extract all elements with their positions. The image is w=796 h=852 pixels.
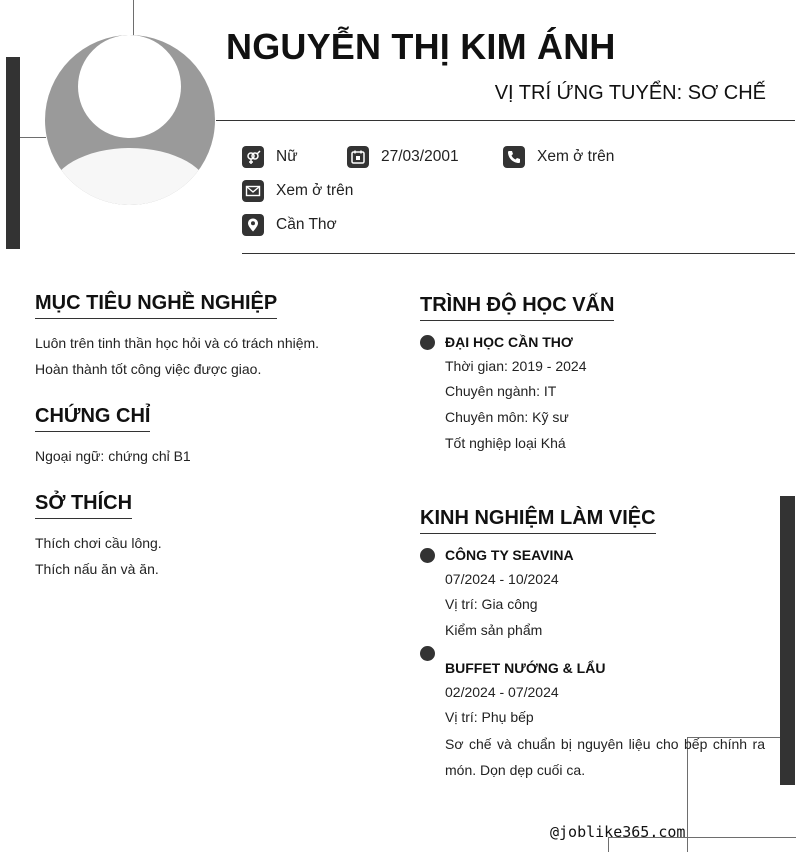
job-period: 02/2024 - 07/2024 — [445, 684, 559, 700]
location-icon — [242, 214, 264, 236]
avatar-line-top — [133, 0, 134, 36]
timeline-dot — [420, 646, 435, 661]
candidate-name: NGUYỄN THỊ KIM ÁNH — [226, 26, 616, 67]
avatar-body — [50, 148, 210, 205]
avatar — [45, 35, 215, 205]
avatar-line-left — [20, 137, 46, 138]
applied-position: VỊ TRÍ ỨNG TUYỂN: SƠ CHẾ — [494, 82, 766, 104]
school-name: ĐẠI HỌC CẦN THƠ — [445, 334, 573, 350]
certificate-line: Ngoại ngữ: chứng chỉ B1 — [35, 448, 191, 464]
birthday-value: 27/03/2001 — [381, 148, 459, 165]
company-name: BUFFET NƯỚNG & LẨU — [445, 660, 606, 676]
watermark: @joblike365.com — [550, 823, 686, 841]
timeline-dot — [420, 548, 435, 563]
company-name: CÔNG TY SEAVINA — [445, 547, 574, 563]
avatar-head — [78, 35, 181, 138]
info-divider — [242, 253, 795, 254]
hobby-line: Thích nấu ăn và ăn. — [35, 561, 159, 577]
info-gender — [242, 146, 298, 168]
info-email — [242, 180, 353, 202]
job-role: Vị trí: Gia công — [445, 596, 538, 612]
info-birthday — [347, 146, 459, 168]
objective-line: Luôn trên tinh thần học hỏi và có trách nhiệm. — [35, 335, 320, 351]
mail-icon — [242, 180, 264, 202]
objective-title: MỤC TIÊU NGHỀ NGHIỆP — [35, 292, 277, 319]
info-phone — [503, 146, 614, 168]
job-period: 07/2024 - 10/2024 — [445, 571, 559, 587]
job-task: Sơ chế và chuẩn bị nguyên liệu cho bếp chính ra món. Dọn dẹp cuối ca. — [445, 736, 765, 778]
timeline-dot — [420, 335, 435, 350]
calendar-icon — [347, 146, 369, 168]
education-line: Thời gian: 2019 - 2024 — [445, 358, 587, 374]
phone-value: Xem ở trên — [537, 148, 615, 165]
experience-title: KINH NGHIỆM LÀM VIỆC — [420, 507, 656, 534]
info-address — [242, 214, 337, 236]
header-divider — [216, 120, 795, 121]
email-value: Xem ở trên — [276, 182, 354, 199]
gender-icon — [242, 146, 264, 168]
job-role: Vị trí: Phụ bếp — [445, 709, 534, 725]
education-line: Tốt nghiệp loại Khá — [445, 435, 566, 451]
hobby-line: Thích chơi cầu lông. — [35, 535, 162, 551]
gender-value: Nữ — [276, 148, 298, 165]
phone-icon — [503, 146, 525, 168]
left-accent-bar — [6, 57, 20, 249]
certificates-title: CHỨNG CHỈ — [35, 405, 150, 432]
address-value: Cần Thơ — [276, 216, 337, 233]
education-line: Chuyên môn: Kỹ sư — [445, 409, 569, 425]
right-accent-bar — [780, 496, 795, 785]
education-title: TRÌNH ĐỘ HỌC VẤN — [420, 294, 614, 321]
objective-line: Hoàn thành tốt công việc được giao. — [35, 361, 262, 377]
hobbies-title: SỞ THÍCH — [35, 492, 132, 519]
job-task: Kiểm sản phẩm — [445, 622, 543, 638]
education-line: Chuyên ngành: IT — [445, 383, 557, 399]
